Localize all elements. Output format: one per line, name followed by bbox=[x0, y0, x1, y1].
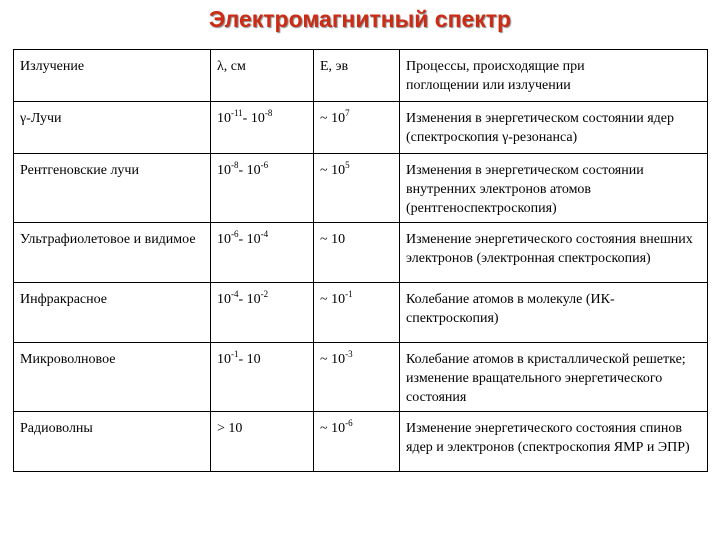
wavelength-cell bbox=[211, 283, 314, 343]
energy-prefix: ~ bbox=[320, 163, 332, 178]
energy-prefix: ~ bbox=[320, 292, 332, 307]
energy-prefix: ~ bbox=[320, 421, 332, 436]
table-row bbox=[14, 343, 708, 412]
process-cell: Колебание атомов в молекуле (ИК-спектроскопия) bbox=[400, 283, 708, 343]
radiation-cell: Рентгеновские лучи bbox=[14, 154, 211, 223]
wl-separator: - bbox=[238, 232, 247, 247]
wl-from-base: > 10 bbox=[217, 421, 243, 436]
page-title: Электромагнитный спектр bbox=[208, 6, 512, 32]
wl-to-base: 10 bbox=[250, 111, 265, 126]
energy-cell bbox=[314, 223, 400, 283]
energy-exp: 7 bbox=[345, 108, 350, 118]
header-process-line2: поглощении или излучении bbox=[406, 78, 571, 93]
header-radiation: Излучение bbox=[14, 50, 211, 102]
wavelength-cell bbox=[211, 154, 314, 223]
process-cell: Изменения в энергетическом состоянии ядер (спектроскопия γ-резонанса) bbox=[400, 102, 708, 154]
wl-from-exp: -6 bbox=[231, 229, 239, 239]
wl-to-exp: -6 bbox=[260, 160, 269, 170]
radiation-cell: Инфракрасное bbox=[14, 283, 211, 343]
wl-to-base: 10 bbox=[246, 163, 261, 178]
wl-from-base: 10 bbox=[217, 111, 231, 126]
energy-cell bbox=[314, 412, 400, 472]
spectrum-table bbox=[13, 49, 708, 472]
wl-from-base: 10 bbox=[217, 292, 231, 307]
wl-to-base: 10 bbox=[246, 292, 261, 307]
table-row bbox=[14, 223, 708, 283]
wl-to-base: 10 bbox=[246, 352, 261, 367]
wavelength-cell bbox=[211, 223, 314, 283]
radiation-cell: Микроволновое bbox=[14, 343, 211, 412]
energy-exp: 5 bbox=[345, 160, 350, 170]
wl-to-base: 10 bbox=[246, 232, 261, 247]
wl-separator: - bbox=[238, 292, 247, 307]
header-process bbox=[400, 50, 708, 102]
wl-from-base: 10 bbox=[217, 163, 231, 178]
wl-to-exp: -2 bbox=[260, 289, 269, 299]
wavelength-cell bbox=[211, 412, 314, 472]
energy-exp: -3 bbox=[345, 349, 353, 359]
table-row bbox=[14, 102, 708, 154]
wl-to-exp: -4 bbox=[260, 229, 269, 239]
wl-separator: - bbox=[238, 352, 247, 367]
process-cell: Изменение энергетического состояния спинов ядер и электронов (спектроскопия ЯМР и ЭПР) bbox=[400, 412, 708, 472]
energy-prefix: ~ bbox=[320, 352, 332, 367]
radiation-cell: γ-Лучи bbox=[14, 102, 211, 154]
process-cell: Изменение энергетического состояния внешних электронов (электронная спектроскопия) bbox=[400, 223, 708, 283]
energy-base: 10 bbox=[331, 111, 346, 126]
energy-base: 10 bbox=[331, 163, 346, 178]
radiation-cell: Радиоволны bbox=[14, 412, 211, 472]
wl-from-base: 10 bbox=[217, 352, 231, 367]
energy-cell bbox=[314, 154, 400, 223]
energy-cell bbox=[314, 343, 400, 412]
wl-separator: - bbox=[242, 111, 251, 126]
wl-from-exp: -8 bbox=[231, 160, 239, 170]
process-cell: Изменения в энергетическом состоянии внутренних электронов атомов (рентгеноспектроскопия) bbox=[400, 154, 708, 223]
wl-from-exp: -1 bbox=[231, 349, 239, 359]
wl-to-exp: -8 bbox=[264, 108, 273, 118]
wl-from-exp: -4 bbox=[231, 289, 239, 299]
table-row bbox=[14, 154, 708, 223]
wl-from-exp: -11 bbox=[231, 108, 243, 118]
header-process-line1: Процессы, происходящие при bbox=[406, 59, 585, 74]
energy-prefix: ~ bbox=[320, 111, 332, 126]
energy-exp: -6 bbox=[345, 418, 353, 428]
energy-base: 10 bbox=[331, 292, 346, 307]
header-wavelength: λ, см bbox=[211, 50, 314, 102]
energy-cell bbox=[314, 102, 400, 154]
table-row bbox=[14, 412, 708, 472]
energy-prefix: ~ bbox=[320, 232, 332, 247]
table-row bbox=[14, 283, 708, 343]
table-header-row bbox=[14, 50, 708, 102]
radiation-cell: Ультрафиолетовое и видимое bbox=[14, 223, 211, 283]
header-energy: E, эв bbox=[314, 50, 400, 102]
energy-cell bbox=[314, 283, 400, 343]
wavelength-cell bbox=[211, 102, 314, 154]
energy-base: 10 bbox=[331, 352, 346, 367]
energy-base: 10 bbox=[331, 232, 346, 247]
wl-from-base: 10 bbox=[217, 232, 231, 247]
energy-base: 10 bbox=[331, 421, 346, 436]
wavelength-cell bbox=[211, 343, 314, 412]
process-cell: Колебание атомов в кристаллической решетке; изменение вращательного энергетического состояния bbox=[400, 343, 708, 412]
wl-separator: - bbox=[238, 163, 247, 178]
energy-exp: -1 bbox=[345, 289, 353, 299]
